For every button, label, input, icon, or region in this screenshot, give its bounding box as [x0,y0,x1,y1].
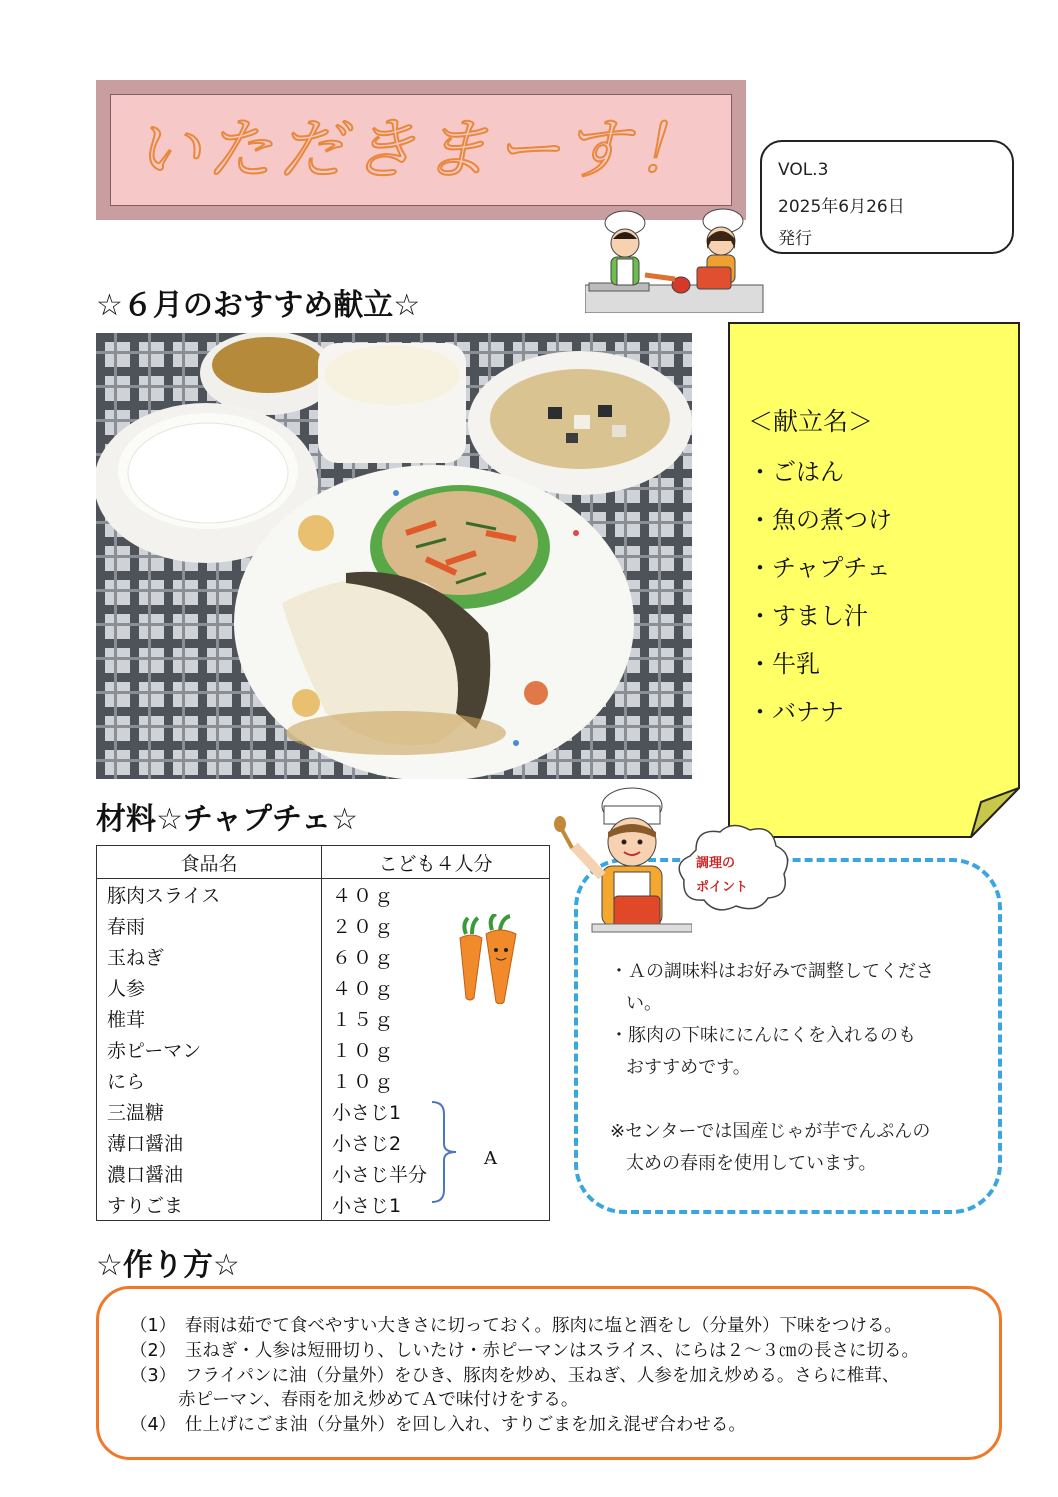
ingredients-section-heading: 材料☆チャプチェ☆ [96,802,358,837]
issue-date: 2025年6月26日 [778,197,905,217]
column-header-food: 食品名 [97,846,322,879]
menu-item: ・魚の煮つけ [748,506,892,534]
bubble-label-line1: 調理の [696,856,736,871]
menu-title: ＜献立名＞ [748,407,874,436]
column-header-amount: こども４人分 [322,846,550,879]
table-row [97,1034,550,1065]
menu-item: ・牛乳 [748,650,820,678]
ingredient-amount: 小さじ半分 [322,1158,550,1189]
ingredient-amount: １０ｇ [322,1034,550,1065]
point-text-line: ・Ａの調味料はお好みで調整してくださ [610,961,934,982]
meal-photo [96,333,692,779]
carrot-illustration [458,914,520,1004]
ingredient-amount: ４０ｇ [322,972,550,1003]
cooking-kids-illustration [585,205,765,313]
ingredient-amount: 小さじ1 [322,1096,550,1127]
ingredient-amount: 小さじ2 [322,1127,550,1158]
table-row [97,1158,550,1189]
ingredient-amount: ２０ｇ [322,910,550,941]
point-text-line: おすすめです。 [626,1057,751,1078]
step-item-continued: 赤ピーマン、春雨を加え炒めてＡで味付けをする。 [178,1390,579,1410]
table-row [97,879,550,911]
menu-item: ・すまし汁 [748,602,868,630]
ingredient-name: すりごま [97,1189,322,1221]
menu-item: ・チャプチェ [748,554,891,582]
ingredients-table [96,845,550,1221]
point-text-line: い。 [626,993,662,1014]
step-item: （4） 仕上げにごま油（分量外）を回し入れ、すりごまを加え混ぜ合わせる。 [130,1415,746,1435]
table-row [97,1096,550,1127]
point-text-line: ・豚肉の下味ににんにくを入れるのも [610,1025,916,1046]
issue-volume: VOL.3 [778,160,829,180]
seasoning-group-label: A [484,1148,497,1169]
ingredient-name: 春雨 [97,910,322,941]
step-item: （1） 春雨は茹でて食べやすい大きさに切っておく。豚肉に塩と酒をし（分量外）下味をつける。 [130,1316,903,1336]
table-row [97,1003,550,1034]
step-item: （3） フライパンに油（分量外）をひき、豚肉を炒め、玉ねぎ、人参を加え炒める。さらに椎茸、 [130,1366,900,1386]
ingredient-amount: １０ｇ [322,1065,550,1096]
ingredient-name: 三温糖 [97,1096,322,1127]
menu-item: ・バナナ [748,698,844,726]
meal-photo-image [96,333,692,779]
seasoning-group-bracket [430,1100,470,1204]
ingredient-name: 薄口醤油 [97,1127,322,1158]
ingredient-amount: 小さじ1 [322,1189,550,1221]
ingredient-name: 濃口醤油 [97,1158,322,1189]
steps-section-heading: ☆作り方☆ [96,1248,240,1283]
point-text-line: ※センターでは国産じゃが芋でんぷんの [610,1121,931,1142]
ingredient-amount: ６０ｇ [322,941,550,972]
ingredient-name: 人参 [97,972,322,1003]
menu-section-heading: ☆６月のおすすめ献立☆ [96,288,421,323]
ingredient-name: にら [97,1065,322,1096]
ingredient-name: 豚肉スライス [97,879,322,911]
table-row [97,1065,550,1096]
ingredient-amount: １５ｇ [322,1003,550,1034]
point-text-line: 太めの春雨を使用しています。 [626,1153,877,1174]
table-header-row [97,846,550,879]
chef-illustration [552,786,692,936]
ingredient-name: 玉ねぎ [97,941,322,972]
menu-item: ・ごはん [748,458,844,486]
ingredient-name: 赤ピーマン [97,1034,322,1065]
ingredient-amount: ４０ｇ [322,879,550,911]
issue-label: 発行 [778,229,812,249]
step-item: （2） 玉ねぎ・人参は短冊切り、しいたけ・赤ピーマンはスライス、にらは２～３㎝の長さに切る。 [130,1341,920,1361]
page-title: いただきまーす！ [134,111,708,188]
table-row [97,1189,550,1221]
bubble-label-line2: ポイント [696,880,749,895]
ingredient-name: 椎茸 [97,1003,322,1034]
table-row [97,1127,550,1158]
